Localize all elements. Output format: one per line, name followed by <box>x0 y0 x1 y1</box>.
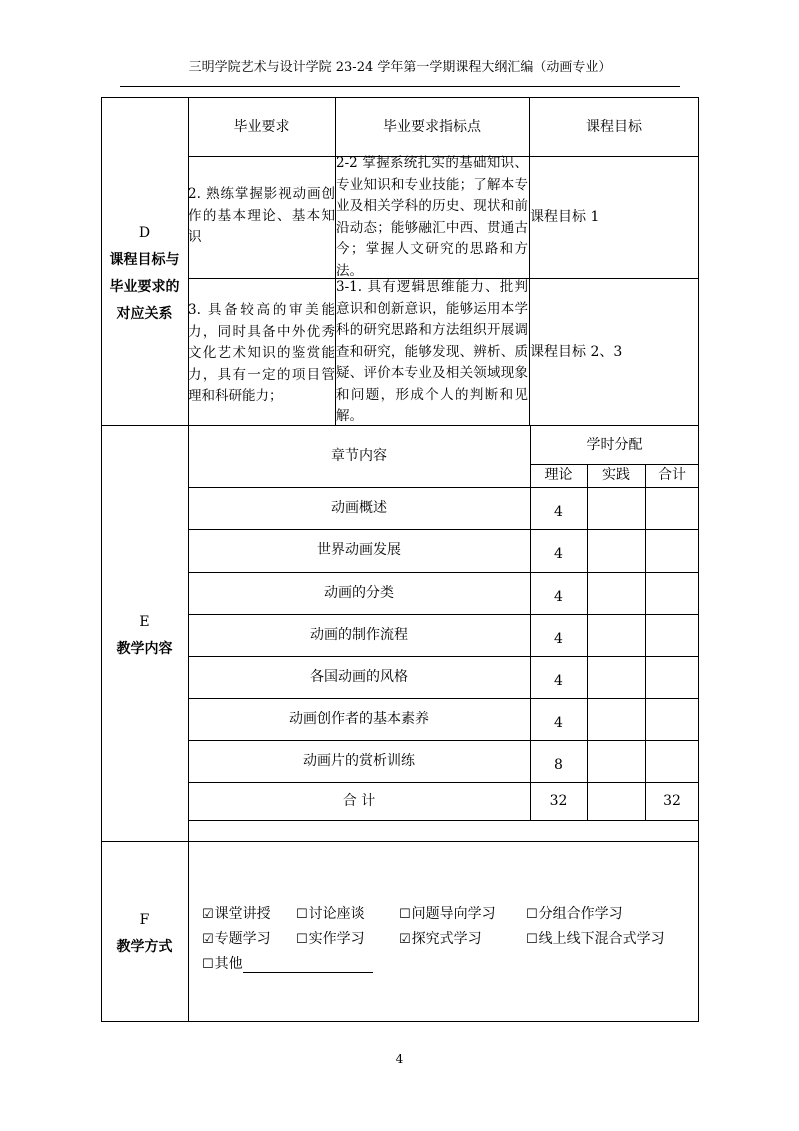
e-sum-theory: 32 <box>549 792 568 809</box>
section-d-name-line1: 课程目标与 <box>109 252 180 268</box>
e-row7-theory: 8 <box>554 756 563 773</box>
e-header-hours: 学时分配 <box>586 436 643 453</box>
option-topic-study[interactable] <box>202 928 271 948</box>
section-e-label <box>101 609 188 663</box>
e-row4-theory: 4 <box>554 630 563 647</box>
header-rule <box>120 86 680 87</box>
option-group-cooperation[interactable] <box>526 903 623 923</box>
e-row5-theory: 4 <box>554 672 563 689</box>
section-f-letter: F <box>139 912 150 928</box>
checkbox-unchecked-icon[interactable]: ☐ <box>296 932 308 947</box>
checkbox-checked-icon[interactable]: ☑ <box>399 932 411 947</box>
d-row1-target: 课程目标 1 <box>530 209 600 225</box>
d-header-target: 课程目标 <box>586 118 642 135</box>
e-row3-chapter: 动画的分类 <box>324 584 394 601</box>
option-label: 线上线下混合式学习 <box>538 931 665 947</box>
d-row1-requirement: 2. 熟练掌握影视动画创作的基本理论、基本知识 <box>188 186 335 245</box>
d-row2-requirement: 3. 具备较高的审美能力，同时具备中外优秀文化艺术知识的鉴赏能力，具有一定的项目管理和科研能力； <box>188 302 335 404</box>
checkbox-checked-icon[interactable]: ☑ <box>202 907 214 922</box>
e-row2-theory: 4 <box>554 546 563 562</box>
option-label: 分组合作学习 <box>538 906 623 922</box>
e-subheader-theory: 理论 <box>544 467 573 483</box>
option-label: 讨论座谈 <box>308 906 365 922</box>
e-sum-total: 32 <box>663 792 681 809</box>
d-row1-indicator: 2-2 掌握系统扎实的基础知识、专业知识和专业技能；了解本专业及相关学科的历史、现状和前沿动态；能够融汇中西、贯通古今；掌握人文研究的思路和方法。 <box>336 155 528 279</box>
e-header-chapter: 章节内容 <box>331 447 387 464</box>
option-discussion[interactable] <box>296 903 365 923</box>
section-d-name-line2: 毕业要求的 <box>109 279 180 295</box>
option-lecture[interactable] <box>202 903 271 923</box>
checkbox-checked-icon[interactable]: ☑ <box>202 932 214 947</box>
e-row6-theory: 4 <box>554 714 563 731</box>
option-label: 课堂讲授 <box>214 906 271 922</box>
checkbox-unchecked-icon[interactable]: ☐ <box>296 907 308 922</box>
option-label: 实作学习 <box>308 931 365 947</box>
e-row5-chapter: 各国动画的风格 <box>310 668 408 685</box>
checkbox-unchecked-icon[interactable]: ☐ <box>202 957 214 972</box>
e-row3-theory: 4 <box>554 588 563 605</box>
checkbox-unchecked-icon[interactable]: ☐ <box>526 932 538 947</box>
e-col-divider-theory <box>587 464 588 821</box>
section-e-name: 教学内容 <box>116 641 173 657</box>
option-problem-based[interactable] <box>399 903 496 923</box>
section-e-bottom <box>101 841 699 842</box>
option-label: 其他 <box>214 956 243 972</box>
e-row7-chapter: 动画片的赏析训练 <box>303 752 415 769</box>
section-d-letter: D <box>138 225 151 241</box>
checkbox-unchecked-icon[interactable]: ☐ <box>399 907 411 922</box>
e-col-divider-practice <box>645 464 646 821</box>
d-row2-target: 课程目标 2、3 <box>530 343 623 360</box>
option-practice[interactable] <box>296 928 365 948</box>
option-other[interactable] <box>202 953 373 973</box>
option-label: 探究式学习 <box>411 931 482 947</box>
other-fill-in-blank[interactable] <box>243 958 373 973</box>
e-subheader-practice: 实践 <box>602 467 630 483</box>
page-number: 4 <box>395 1052 404 1066</box>
section-f-label <box>101 907 188 961</box>
e-row-rule-8 <box>188 820 699 821</box>
table-border-bottom <box>101 1021 699 1022</box>
option-blended[interactable] <box>526 928 665 948</box>
section-d-name-line3: 对应关系 <box>116 306 173 322</box>
d-row2-indicator: 3-1. 具有逻辑思维能力、批判意识和创新意识，能够运用本学科的研究思路和方法组织开展调查和研究，能够发现、辨析、质疑、评价本专业及相关领域现象和问题，形成个人的判断和见解。 <box>336 279 528 424</box>
section-d-label <box>101 220 188 328</box>
e-row4-chapter: 动画的制作流程 <box>310 626 408 643</box>
option-label: 问题导向学习 <box>411 906 496 922</box>
d-header-indicator: 毕业要求指标点 <box>383 118 481 135</box>
option-label: 专题学习 <box>214 931 271 947</box>
e-row6-chapter: 动画创作者的基本素养 <box>289 710 429 727</box>
option-inquiry[interactable] <box>399 928 482 948</box>
table-border-right <box>698 97 699 1022</box>
page-header: 三明学院艺术与设计学院 23-24 学年第一学期课程大纲汇编（动画专业） <box>188 60 612 75</box>
e-subheader-total: 合计 <box>658 467 686 483</box>
e-row2-chapter: 世界动画发展 <box>317 542 401 558</box>
e-row1-chapter: 动画概述 <box>331 499 387 516</box>
section-e-letter: E <box>139 614 150 630</box>
section-f-name: 教学方式 <box>116 939 173 955</box>
e-sum-label: 合 计 <box>342 792 376 809</box>
d-header-requirement: 毕业要求 <box>233 118 290 135</box>
e-row1-theory: 4 <box>554 503 563 520</box>
checkbox-unchecked-icon[interactable]: ☐ <box>526 907 538 922</box>
